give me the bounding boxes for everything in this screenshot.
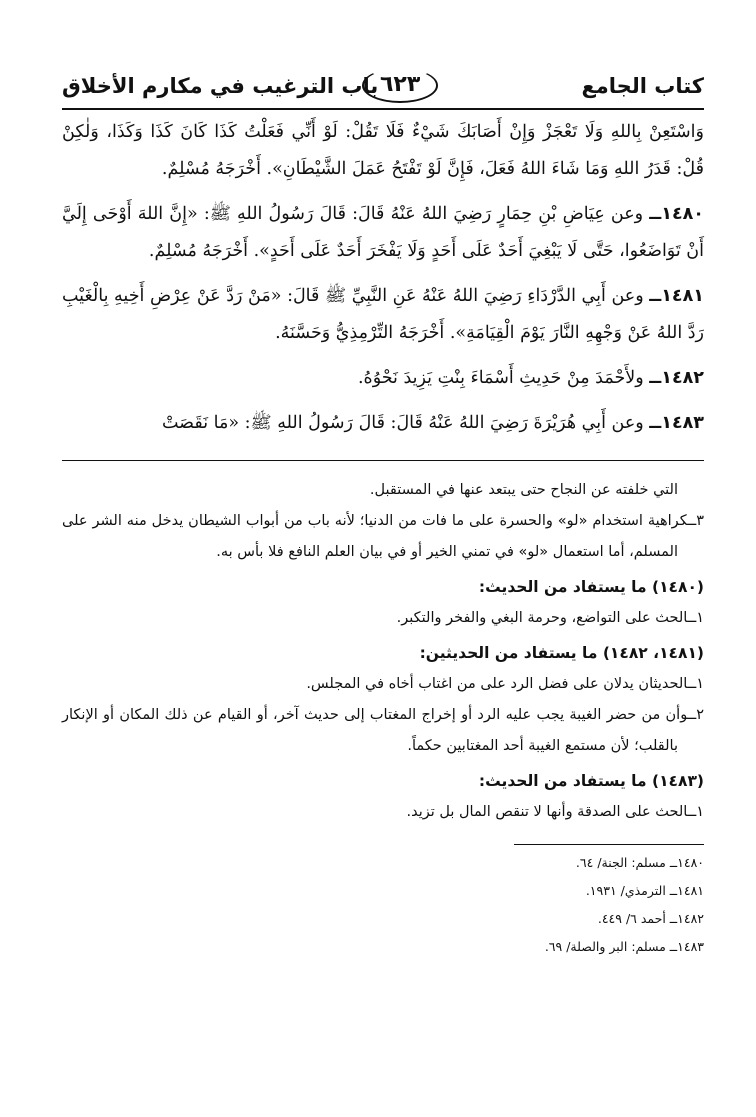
benefit-item: ١ــالحث على الصدقة وأنها لا تنقص المال بل تزيد. xyxy=(406,804,704,820)
benefits-heading-1483: (١٤٨٣) ما يستفاد من الحديث: xyxy=(478,772,704,790)
commentary-section xyxy=(62,475,704,828)
book-title: كتاب الجامع xyxy=(581,74,704,98)
hadith-text-section xyxy=(62,114,704,442)
continuation-line-2: وَلٰكِنْ قُلْ: قَدَرُ اللهِ وَمَا شَاءَ اللهُ فَعَلَ، فَإِنَّ لَوْ تَفْتَحُ عَمَلَ الشَّيْطَانِ». أَخْرَجَهُ مُسْلِمٌ. xyxy=(62,122,704,179)
chapter-title: باب الترغيب في مكارم الأخلاق xyxy=(62,74,379,98)
footnotes xyxy=(62,849,704,961)
section-divider xyxy=(62,460,704,461)
page-number: ٦٢٣ xyxy=(362,68,438,103)
benefit-item: ٢ــوأن من حضر الغيبة يجب عليه الرد أو إخراج المغتاب إلى حديث آخر، أو القيام عن ذلك المكان أو الإنكار بالقلب؛ لأن مستمع الغيبة أحد المغتابين حكماً. xyxy=(62,707,704,754)
page-header xyxy=(62,66,704,110)
note-item-3: ٣ــكراهية استخدام «لو» والحسرة على ما فات من الدنيا؛ لأنه باب من أبواب الشيطان يدخل منه الشر على المسلم، أما استعمال «لو» في تمني الخير أو في بيان العلم النافع فلا بأس به. xyxy=(62,513,704,560)
benefit-item: ١ــالحث على التواضع، وحرمة البغي والفخر والتكبر. xyxy=(396,610,704,626)
hadith-text: وعن أَبِي هُرَيْرَةَ رَضِيَ اللهُ عَنْهُ قَالَ: قَالَ رَسُولُ اللهِ ﷺ: «مَا نَقَصَتْ xyxy=(161,413,644,433)
hadith-1480 xyxy=(62,196,704,270)
footnote-1482: ١٤٨٢ــ أحمد ٦/ ٤٤٩. xyxy=(597,911,704,926)
hadith-1482 xyxy=(62,360,704,397)
hadith-number: ١٤٨٢ــ xyxy=(649,368,704,388)
benefits-heading-1481-1482: (١٤٨١، ١٤٨٢) ما يستفاد من الحديثين: xyxy=(419,644,704,662)
hadith-number: ١٤٨٣ــ xyxy=(649,413,704,433)
hadith-1481 xyxy=(62,278,704,352)
footnote-1480: ١٤٨٠ــ مسلم: الجنة/ ٦٤. xyxy=(575,855,704,870)
hadith-text: وعن أَبِي الدَّرْدَاءِ رَضِيَ اللهُ عَنْهُ عَنِ النَّبِيِّ ﷺ قَالَ: «مَنْ رَدَّ عَنْ عِرْضِ أَخِيهِ بِالْغَيْبِ رَدَّ اللهُ عَنْ وَجْهِهِ النَّارَ يَوْمَ الْقِيَامَةِ». أَخْرَجَهُ التِّرْمِذِيُّ وَحَسَّنَهُ. xyxy=(62,286,704,343)
benefits-heading-1480: (١٤٨٠) ما يستفاد من الحديث: xyxy=(478,578,704,596)
hadith-text: ولأَحْمَدَ مِنْ حَدِيثِ أَسْمَاءَ بِنْتِ يَزِيدَ نَحْوُهُ. xyxy=(357,368,644,388)
continuation-line-1: وَاسْتَعِنْ بِاللهِ وَلَا تَعْجَزْ وَإِنْ أَصَابَكَ شَيْءٌ فَلَا تَقُلْ: لَوْ أَنِّي فَعَلْتُ كَذَا كَانَ كَذَا وَكَذَا، xyxy=(106,122,704,142)
hadith-continuation xyxy=(62,114,704,188)
hadith-text: وعن عِيَاضِ بْنِ حِمَارٍ رَضِيَ اللهُ عَنْهُ قَالَ: قَالَ رَسُولُ اللهِ ﷺ: «إِنَّ اللهَ أَوْحَى إِلَيَّ أَنْ تَوَاضَعُوا، حَتَّى لَا يَبْغِيَ أَحَدٌ عَلَى أَحَدٍ وَلَا يَفْخَرَ أَحَدٌ عَلَى أَحَدٍ». أَخْرَجَهُ مُسْلِمٌ. xyxy=(62,204,704,261)
note-continuation: التي خلفته عن النجاح حتى يبتعد عنها في المستقبل. xyxy=(369,482,678,498)
footnote-1483: ١٤٨٣ــ مسلم: البر والصلة/ ٦٩. xyxy=(544,939,704,954)
hadith-number: ١٤٨١ــ xyxy=(649,286,704,306)
hadith-1483 xyxy=(62,405,704,442)
footnote-divider xyxy=(514,844,704,845)
hadith-number: ١٤٨٠ــ xyxy=(649,204,704,224)
footnote-1481: ١٤٨١ــ الترمذي/ ١٩٣١. xyxy=(585,883,704,898)
book-page xyxy=(62,66,704,1076)
benefit-item: ١ــالحديثان يدلان على فضل الرد على من اغتاب أخاه في المجلس. xyxy=(306,676,704,692)
